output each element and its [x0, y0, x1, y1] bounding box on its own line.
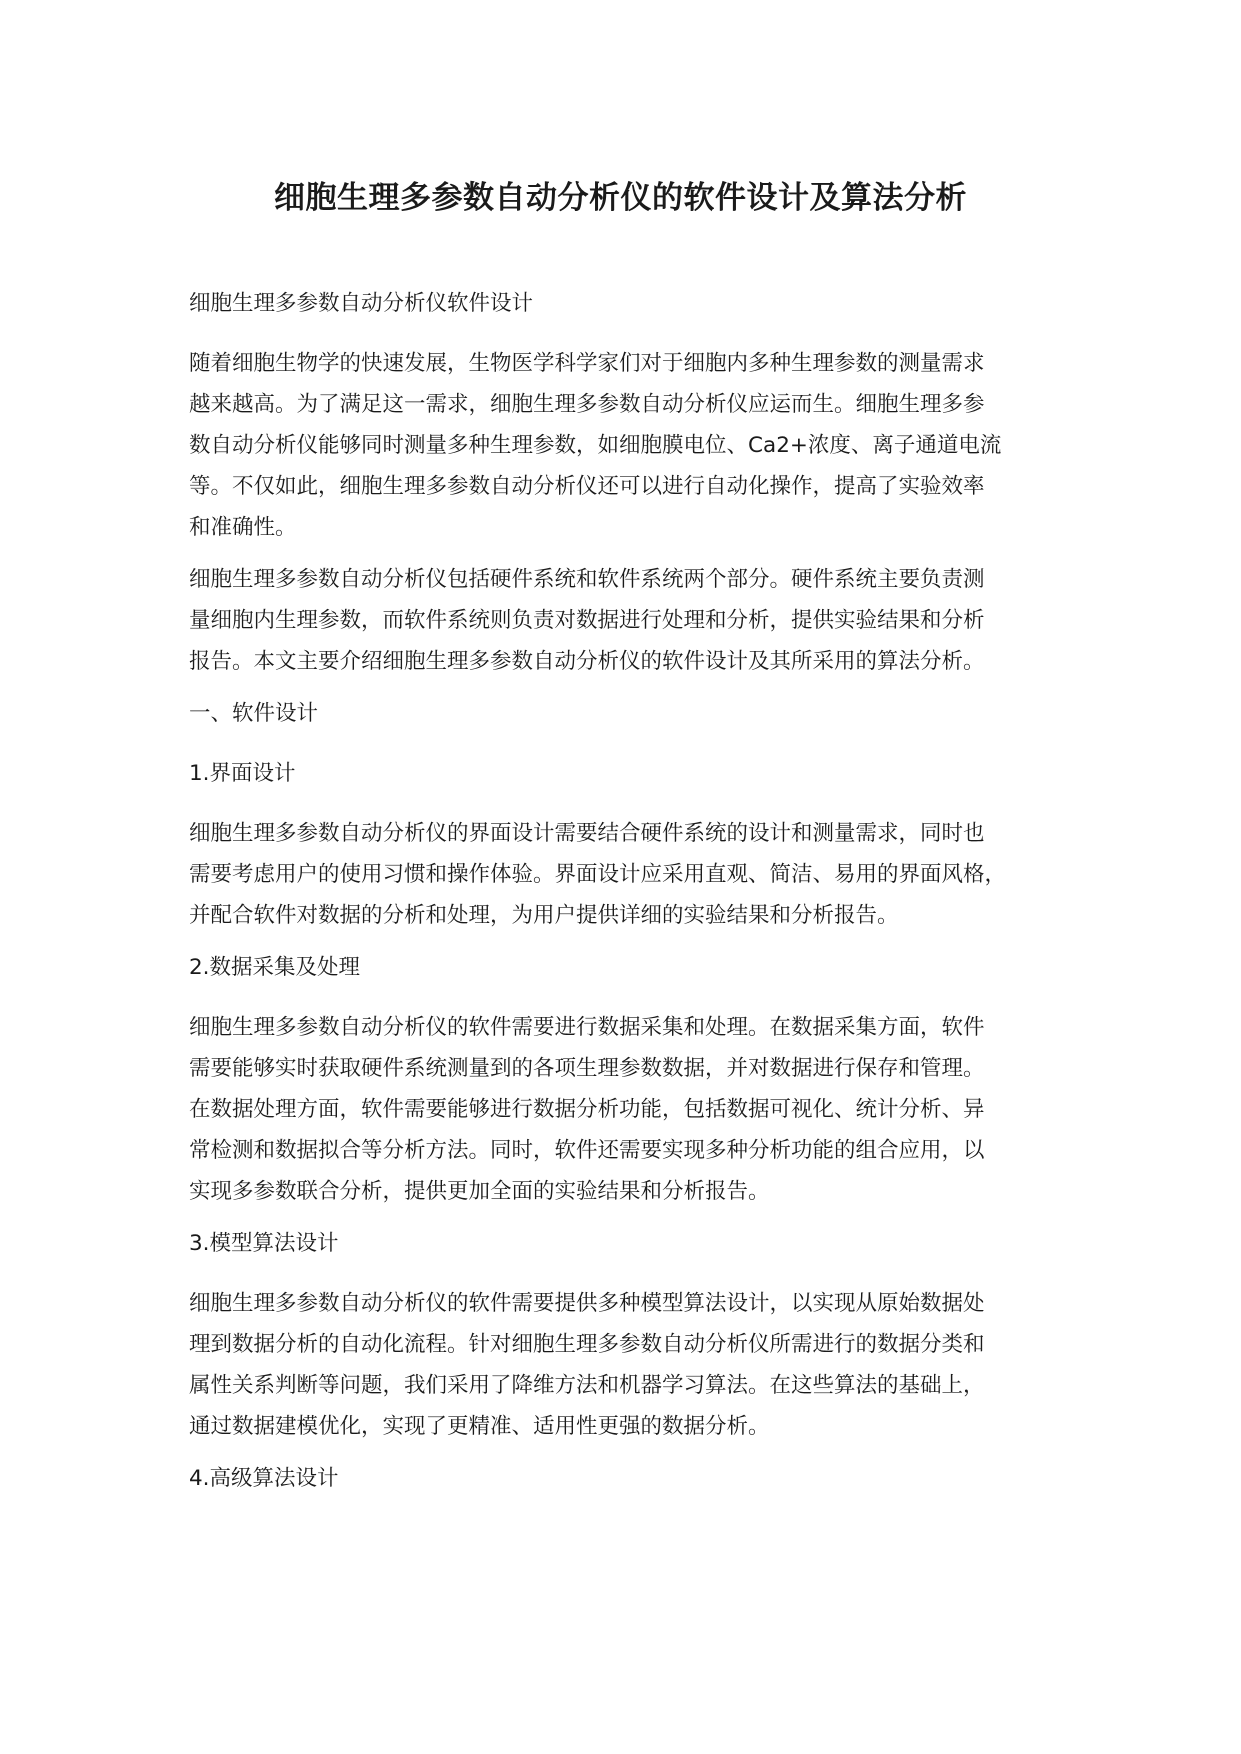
subsection-paragraph-2 — [189, 1007, 1079, 1212]
text-line: 细胞生理多参数自动分析仪的软件需要进行数据采集和处理。在数据采集方面，软件 — [189, 1015, 985, 1040]
text-line: 常检测和数据拟合等分析方法。同时，软件还需要实现多种分析功能的组合应用，以 — [189, 1138, 985, 1163]
text-line: 需要考虑用户的使用习惯和操作体验。界面设计应采用直观、简洁、易用的界面风格， — [189, 862, 1007, 887]
document-subtitle: 细胞生理多参数自动分析仪软件设计 — [189, 291, 534, 316]
subsection-heading-2: 2.数据采集及处理 — [189, 955, 361, 980]
text-line: 细胞生理多参数自动分析仪包括硬件系统和软件系统两个部分。硬件系统主要负责测 — [189, 567, 985, 592]
text-line: 等。不仅如此，细胞生理多参数自动分析仪还可以进行自动化操作，提高了实验效率 — [189, 474, 985, 499]
text-line: 和准确性。 — [189, 515, 297, 540]
text-line: 实现多参数联合分析，提供更加全面的实验结果和分析报告。 — [189, 1179, 770, 1204]
subsection-paragraph-1 — [189, 813, 1079, 936]
subsection-heading-3: 3.模型算法设计 — [189, 1231, 339, 1256]
document-title: 细胞生理多参数自动分析仪的软件设计及算法分析 — [274, 180, 967, 216]
subsection-paragraph-3 — [189, 1283, 1079, 1447]
text-line: 理到数据分析的自动化流程。针对细胞生理多参数自动分析仪所需进行的数据分类和 — [189, 1332, 985, 1357]
text-line: 量细胞内生理参数，而软件系统则负责对数据进行处理和分析，提供实验结果和分析 — [189, 608, 985, 633]
text-line: 随着细胞生物学的快速发展，生物医学科学家们对于细胞内多种生理参数的测量需求 — [189, 351, 985, 376]
text-line: 细胞生理多参数自动分析仪的界面设计需要结合硬件系统的设计和测量需求，同时也 — [189, 821, 985, 846]
intro-paragraph-2 — [189, 559, 1079, 682]
text-line: 数自动分析仪能够同时测量多种生理参数，如细胞膜电位、Ca2+浓度、离子通道电流 — [189, 433, 1002, 458]
section-heading: 一、软件设计 — [189, 701, 319, 726]
text-line: 细胞生理多参数自动分析仪的软件需要提供多种模型算法设计，以实现从原始数据处 — [189, 1291, 985, 1316]
intro-paragraph-1 — [189, 343, 1079, 548]
subsection-heading-1: 1.界面设计 — [189, 761, 296, 786]
text-line: 并配合软件对数据的分析和处理，为用户提供详细的实验结果和分析报告。 — [189, 903, 899, 928]
text-line: 在数据处理方面，软件需要能够进行数据分析功能，包括数据可视化、统计分析、异 — [189, 1097, 985, 1122]
text-line: 需要能够实时获取硬件系统测量到的各项生理参数数据，并对数据进行保存和管理。 — [189, 1056, 985, 1081]
text-line: 通过数据建模优化，实现了更精准、适用性更强的数据分析。 — [189, 1414, 770, 1439]
text-line: 属性关系判断等问题，我们采用了降维方法和机器学习算法。在这些算法的基础上， — [189, 1373, 985, 1398]
text-line: 越来越高。为了满足这一需求，细胞生理多参数自动分析仪应运而生。细胞生理多参 — [189, 392, 985, 417]
subsection-heading-4: 4.高级算法设计 — [189, 1466, 339, 1491]
text-line: 报告。本文主要介绍细胞生理多参数自动分析仪的软件设计及其所采用的算法分析。 — [189, 649, 985, 674]
